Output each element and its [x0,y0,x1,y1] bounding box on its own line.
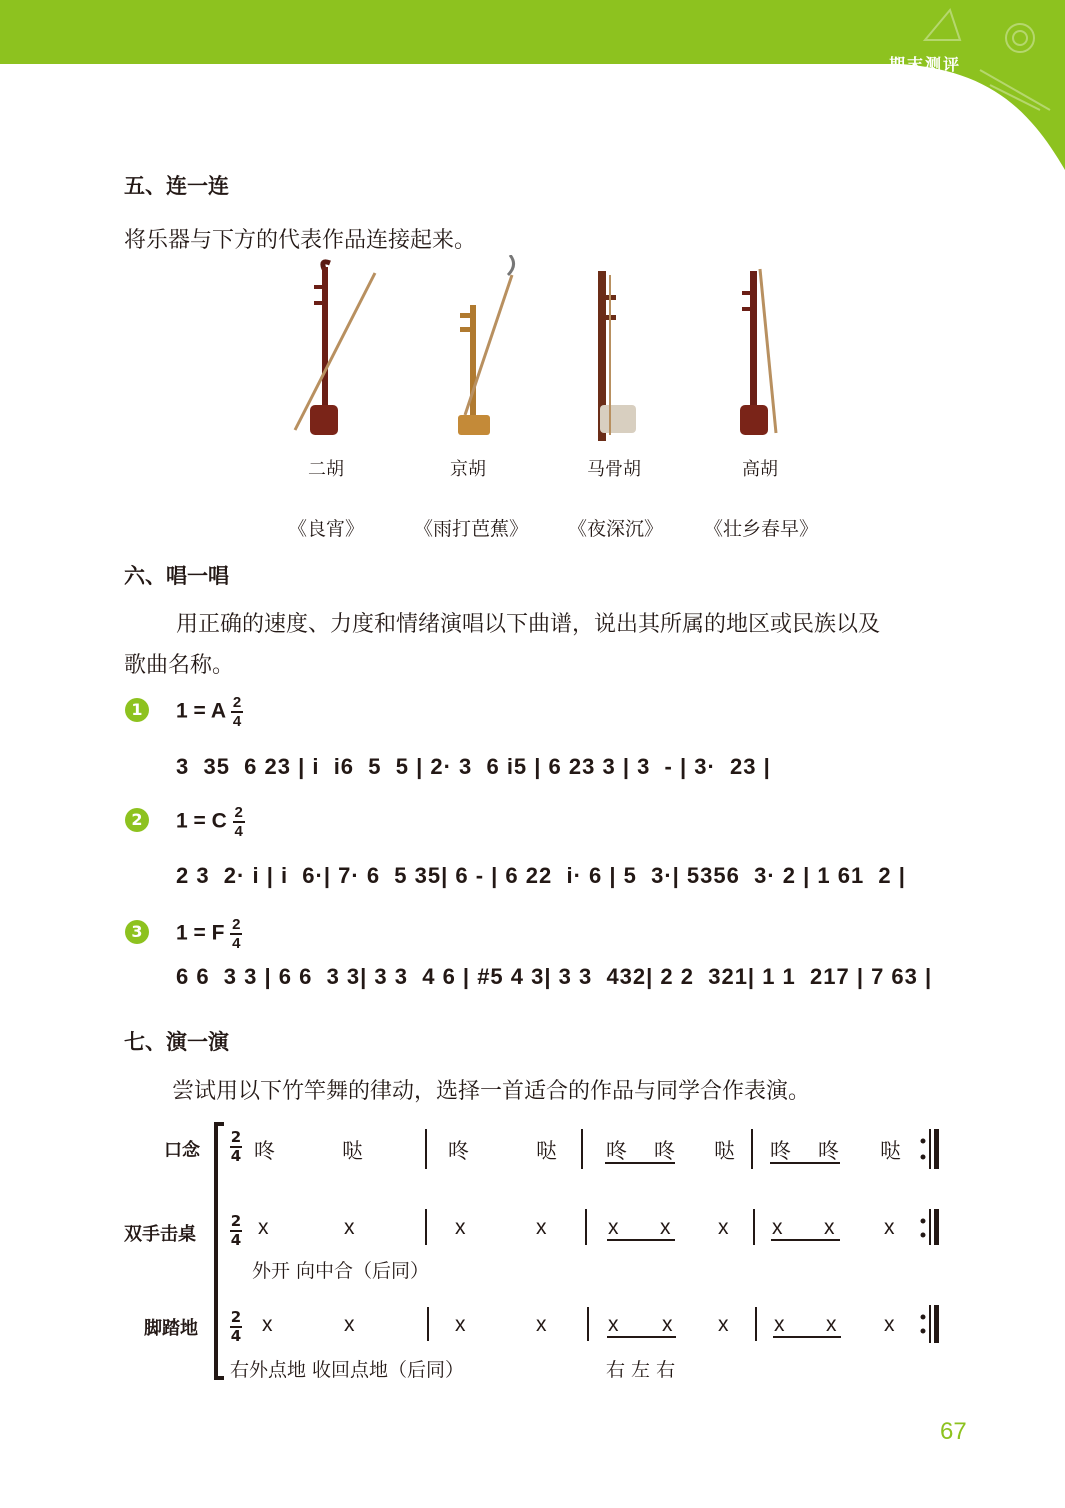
instrument-name-maguhu: 马骨胡 [587,459,641,480]
rhythm-beat: x [608,1216,619,1239]
work-title: 《夜深沉》 [568,518,664,540]
movement-hint: 外开 向中合（后同） [252,1260,430,1282]
song-number-badge: 2 [125,808,149,832]
instruments-illustration [280,255,820,445]
song-notation: 3 35 6 23 | i i6 5 5 | 2· 3 6 i5 | 6 23 3 | 3 - | 3· 23 | [176,754,771,779]
rhythm-beat: x [262,1313,273,1336]
time-signature: 2 4 [230,1212,242,1249]
song-number-badge: 3 [125,920,149,944]
rhythm-beat: x [608,1313,619,1336]
section6-instruction-line1: 用正确的速度、力度和情绪演唱以下曲谱，说出其所属的地区或民族以及 [176,612,881,637]
song-key: 1 = F [176,921,225,945]
rhythm-beat: x [884,1313,895,1336]
rhythm-beat: x [455,1313,466,1336]
rhythm-beat: x [536,1216,547,1239]
instrument-name-gaohu: 高胡 [742,459,778,480]
rhythm-beat: x [824,1216,835,1239]
time-signature: $\frac{2}{4}$ [234,804,243,840]
rhythm-beat: 咚 [770,1140,791,1163]
rhythm-beat: 咚 [606,1140,627,1163]
rhythm-beat: x [826,1313,837,1336]
rhythm-beat: x [344,1216,355,1239]
rhythm-beat: 咚 [654,1140,675,1163]
section6-title: 六、唱一唱 [124,564,229,588]
erhu-icon [295,262,375,435]
section7-instruction: 尝试用以下竹竿舞的律动，选择一首适合的作品与同学合作表演。 [172,1079,811,1104]
rhythm-beat: x [258,1216,269,1239]
rhythm-beat: x [718,1313,729,1336]
movement-hint: 右外点地 收回点地（后同） [230,1359,465,1381]
work-title: 《雨打芭蕉》 [414,518,529,540]
page-number: 67 [940,1418,967,1445]
rhythm-beat: x [662,1313,673,1336]
header-band [0,0,1065,175]
jinghu-icon [458,255,514,435]
song-notation: 6 6 3 3 | 6 6 3 3| 3 3 4 6 | #5 4 3| 3 3 432| 2 2 321| 1 1 217 | 7 63 | [176,964,933,989]
movement-hint: 右 左 右 [606,1359,676,1381]
maguhu-icon [598,271,636,441]
rhythm-beat: x [774,1313,785,1336]
rhythm-beat: x [660,1216,671,1239]
rhythm-beat: 咚 [254,1140,275,1163]
rhythm-staff-lines [400,1125,960,1375]
system-bracket [210,1122,230,1382]
row-label: 脚踏地 [144,1318,198,1339]
time-signature: 2 4 [230,1308,242,1345]
song-number-badge: 1 [125,698,149,722]
rhythm-beat: x [455,1216,466,1239]
song-key: 1 = A [176,699,226,723]
gaohu-icon [740,269,776,435]
rhythm-beat: 哒 [536,1140,557,1163]
rhythm-beat: 咚 [818,1140,839,1163]
instrument-name-erhu: 二胡 [308,459,344,480]
rhythm-beat: 咚 [448,1140,469,1163]
time-signature: 2 4 [230,1128,242,1165]
rhythm-beat: 哒 [342,1140,363,1163]
song-notation: 2 3 2· i | i 6·| 7· 6 5 35| 6 - | 6 22 i· 6 | 5 3·| 5356 3· 2 | 1 61 2 | [176,863,906,888]
rhythm-beat: 哒 [880,1140,901,1163]
time-signature: $\frac{2}{4}$ [232,916,241,952]
rhythm-beat: x [884,1216,895,1239]
rhythm-beat: x [536,1313,547,1336]
section5-title: 五、连一连 [124,174,229,198]
section5-instruction: 将乐器与下方的代表作品连接起来。 [124,228,477,253]
work-title: 《壮乡春早》 [704,518,819,540]
row-label: 口念 [164,1140,200,1161]
instrument-name-jinghu: 京胡 [450,459,486,480]
header-tag: 期末测评 [888,55,961,74]
work-title: 《良宵》 [288,518,365,540]
section7-title: 七、演一演 [124,1030,229,1054]
rhythm-beat: x [718,1216,729,1239]
song-key: 1 = C [176,809,227,833]
rhythm-beat: 哒 [714,1140,735,1163]
time-signature: $\frac{2}{4}$ [232,694,242,730]
rhythm-beat: x [344,1313,355,1336]
section6-instruction-line2: 歌曲名称。 [124,653,235,678]
row-label: 双手击桌 [124,1224,196,1245]
rhythm-beat: x [772,1216,783,1239]
